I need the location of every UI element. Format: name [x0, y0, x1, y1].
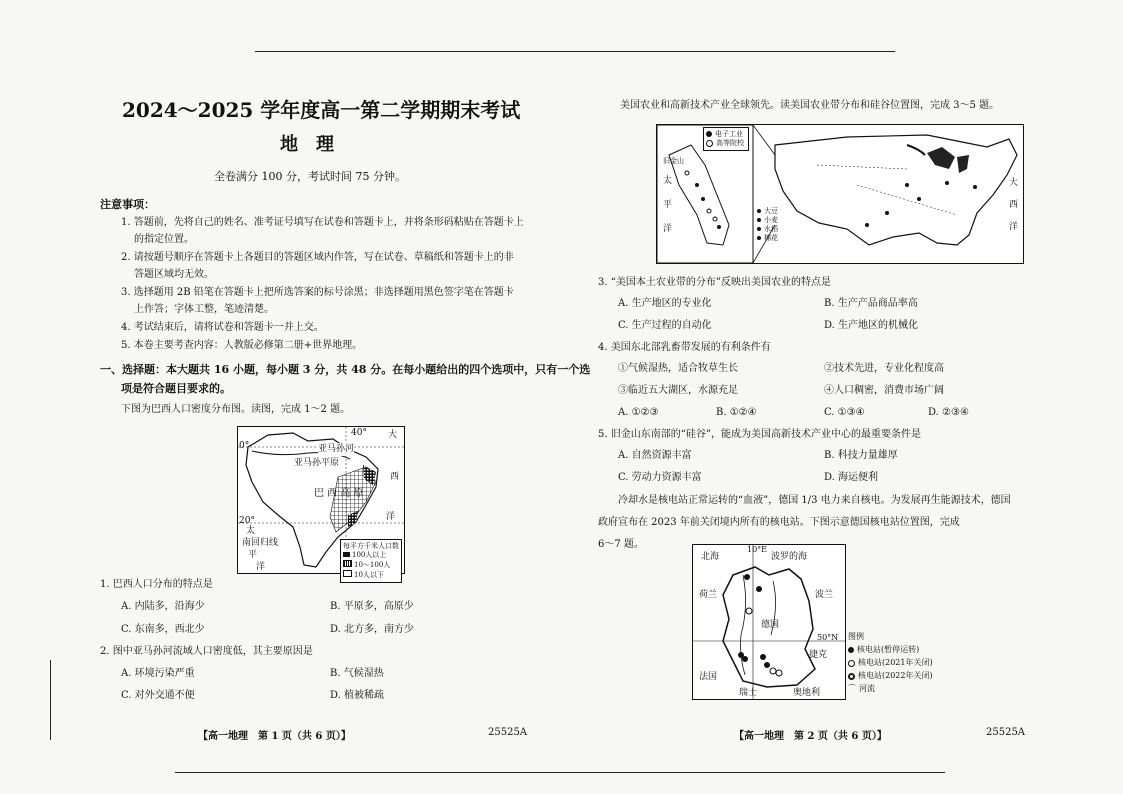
legend-item: 大豆 — [757, 207, 783, 216]
brazil-legend — [340, 539, 402, 583]
q3-option-c[interactable]: C. 生产过程的自动化 — [618, 320, 712, 331]
usa-legend-top — [703, 127, 749, 151]
page-1-footer: 【高一地理 第 1 页（共 6 页）】 — [198, 731, 351, 742]
intro-1-2: 下图为巴西人口密度分布图。读图，完成 1～2 题。 — [121, 404, 351, 415]
brazil-plateau-label: 巴 西 高 原 — [314, 488, 364, 499]
legend-item: ⌒ 河流 — [848, 684, 875, 693]
czech-label: 捷克 — [809, 650, 828, 660]
q3-option-a[interactable]: A. 生产地区的专业化 — [618, 298, 712, 309]
q5-option-d[interactable]: D. 海运便利 — [824, 472, 879, 483]
page-1-code: 25525A — [488, 727, 528, 738]
lon-10-label: 10°E — [747, 545, 768, 554]
q1-stem: 1. 巴西人口分布的特点是 — [100, 579, 213, 590]
legend-item: 棉花 — [757, 234, 783, 243]
lat-40-label: 40° — [351, 428, 367, 438]
amazon-river-label: 亚马孙河 — [318, 444, 355, 454]
page-2-code: 25525A — [986, 727, 1026, 738]
q2-option-c[interactable]: C. 对外交通不便 — [121, 690, 195, 701]
notice-line: 1. 答题前，先将自己的姓名、准考证号填写在试卷和答题卡上，并将条形码粘贴在答题卡上 — [121, 217, 524, 228]
q2-stem: 2. 图中亚马孙河流域人口密度低，其主要原因是 — [100, 646, 313, 657]
ocean-da: 大 — [1009, 178, 1019, 188]
ocean-tai: 太 — [663, 176, 673, 186]
intro-6-7: 6～7 题。 — [598, 539, 644, 550]
legend-item: 高等院校 — [706, 139, 746, 148]
ocean-ping: 平 — [248, 550, 258, 560]
legend-item: 小麦 — [757, 216, 783, 225]
notice-line: 上作答；字体工整，笔迹清楚。 — [134, 304, 274, 315]
q5-option-b[interactable]: B. 科技力量雄厚 — [824, 450, 898, 461]
q5-option-a[interactable]: A. 自然资源丰富 — [618, 450, 692, 461]
page-2-footer: 【高一地理 第 2 页（共 6 页）】 — [734, 731, 887, 742]
netherlands-label: 荷兰 — [699, 590, 718, 600]
legend-item: 10～100人 — [343, 560, 399, 570]
legend-item: 电子工业 — [706, 130, 746, 139]
section-heading-cont: 项是符合题目要求的。 — [121, 382, 231, 395]
q3-stem: 3. “美国本土农业带的分布”反映出美国农业的特点是 — [598, 277, 831, 288]
ocean-yang-2: 洋 — [256, 562, 266, 572]
q3-option-b[interactable]: B. 生产产品商品率高 — [824, 298, 918, 309]
legend-title: 图例 — [848, 632, 864, 641]
page-2 — [560, 0, 1123, 794]
notice-line: 2. 请按题号顺序在答题卡上各题目的答题区域内作答，写在试卷、草稿纸和答题卡上的非 — [121, 252, 514, 263]
ocean-xi: 西 — [390, 472, 400, 482]
tropic-label: 南回归线 — [242, 538, 279, 548]
q4-stem: 4. 美国东北部乳畜带发展的有利条件有 — [598, 342, 771, 353]
legend-item: 水稻 — [757, 225, 783, 234]
ocean-yang-2: 洋 — [1009, 222, 1019, 232]
legend-item: 核电站(2021年关闭) — [848, 656, 933, 669]
subject-title: 地 理 — [280, 134, 334, 155]
lat-50-label: 50°N — [817, 633, 839, 642]
baltic-sea-label: 波罗的海 — [771, 552, 808, 562]
notice-line: 答题区域均无效。 — [134, 269, 214, 280]
usa-legend-bottom — [755, 205, 785, 245]
q1-option-a[interactable]: A. 内陆多，沿海少 — [121, 601, 205, 612]
legend-title: 每平方千米人口数 — [343, 542, 399, 550]
exam-title: 2024～2025 学年度高一第二学期期末考试 — [122, 98, 521, 122]
q2-option-a[interactable]: A. 环境污染严重 — [121, 668, 195, 679]
notice-line: 5. 本卷主要考查内容：人教版必修第二册+世界地理。 — [121, 340, 363, 351]
q4-condition: ②技术先进，专业化程度高 — [824, 363, 944, 374]
q4-option-b[interactable]: B. ①②④ — [716, 407, 757, 418]
q4-option-d[interactable]: D. ②③④ — [928, 407, 969, 418]
brazil-population-map — [237, 426, 405, 579]
equator-label: 0° — [239, 441, 250, 451]
score-note: 全卷满分 100 分，考试时间 75 分钟。 — [214, 170, 406, 183]
q1-option-d[interactable]: D. 北方多，南方少 — [330, 624, 415, 635]
q2-option-d[interactable]: D. 植被稀疏 — [330, 690, 385, 701]
q4-condition: ③临近五大湖区，水源充足 — [618, 385, 738, 396]
germany-label: 德国 — [761, 620, 780, 630]
q1-option-b[interactable]: B. 平原多，高原少 — [330, 601, 414, 612]
ocean-da: 大 — [388, 430, 398, 440]
lat-20-label: 20° — [239, 516, 255, 526]
notice-heading: 注意事项： — [100, 198, 155, 211]
intro-6-7: 冷却水是核电站正常运转的“血液”，德国 1/3 电力来自核电。为发展再生能源技术，德国 — [618, 495, 1011, 506]
notice-line: 3. 选择题用 2B 铅笔在答题卡上把所选答案的标号涂黑；非选择题用黑色签字笔在答题卡 — [121, 287, 514, 298]
intro-3-5: 美国农业和高新技术产业全球领先。读美国农业带分布和硅谷位置图，完成 3～5 题。 — [620, 100, 1000, 111]
ocean-yang: 洋 — [663, 224, 673, 234]
amazon-plain-label: 亚马孙平原 — [294, 458, 340, 468]
austria-label: 奥地利 — [793, 688, 821, 698]
q4-condition: ④人口稠密，消费市场广阔 — [824, 385, 944, 396]
germany-legend — [848, 630, 933, 695]
ocean-yang: 洋 — [386, 512, 396, 522]
silicon-valley-label: 旧金山 — [663, 157, 684, 165]
q5-stem: 5. 旧金山东南部的“硅谷”，能成为美国高新技术产业中心的最重要条件是 — [598, 429, 921, 440]
france-label: 法国 — [699, 672, 718, 682]
ocean-ping: 平 — [663, 200, 673, 210]
ocean-tai: 太 — [246, 526, 256, 536]
notice-line: 的指定位置。 — [134, 234, 194, 245]
q2-option-b[interactable]: B. 气候湿热 — [330, 668, 384, 679]
q3-option-d[interactable]: D. 生产地区的机械化 — [824, 320, 919, 331]
q4-option-a[interactable]: A. ①②③ — [618, 407, 659, 418]
poland-label: 波兰 — [815, 590, 834, 600]
q4-condition: ①气候湿热，适合牧草生长 — [618, 363, 738, 374]
intro-6-7: 政府宣布在 2023 年前关闭境内所有的核电站。下图示意德国核电站位置图，完成 — [598, 517, 960, 528]
north-sea-label: 北海 — [701, 552, 720, 562]
legend-item: 100人以上 — [343, 551, 399, 560]
q1-option-c[interactable]: C. 东南多，西北少 — [121, 624, 205, 635]
switzerland-label: 瑞士 — [739, 688, 758, 698]
legend-item: 核电站(2022年关闭) — [848, 669, 933, 682]
legend-item: 10人以下 — [343, 570, 399, 580]
q5-option-c[interactable]: C. 劳动力资源丰富 — [618, 472, 702, 483]
section-heading: 一、选择题：本大题共 16 小题，每小题 3 分，共 48 分。在每小题给出的四个选项中，只有一个选 — [100, 363, 591, 376]
usa-agriculture-map — [656, 124, 1024, 264]
ocean-xi: 西 — [1009, 200, 1019, 210]
germany-nuclear-map — [692, 544, 846, 700]
notice-line: 4. 考试结束后，请将试卷和答题卡一并上交。 — [121, 322, 324, 333]
q4-option-c[interactable]: C. ①③④ — [824, 407, 865, 418]
legend-item: 核电站(暂停运转) — [848, 643, 933, 656]
